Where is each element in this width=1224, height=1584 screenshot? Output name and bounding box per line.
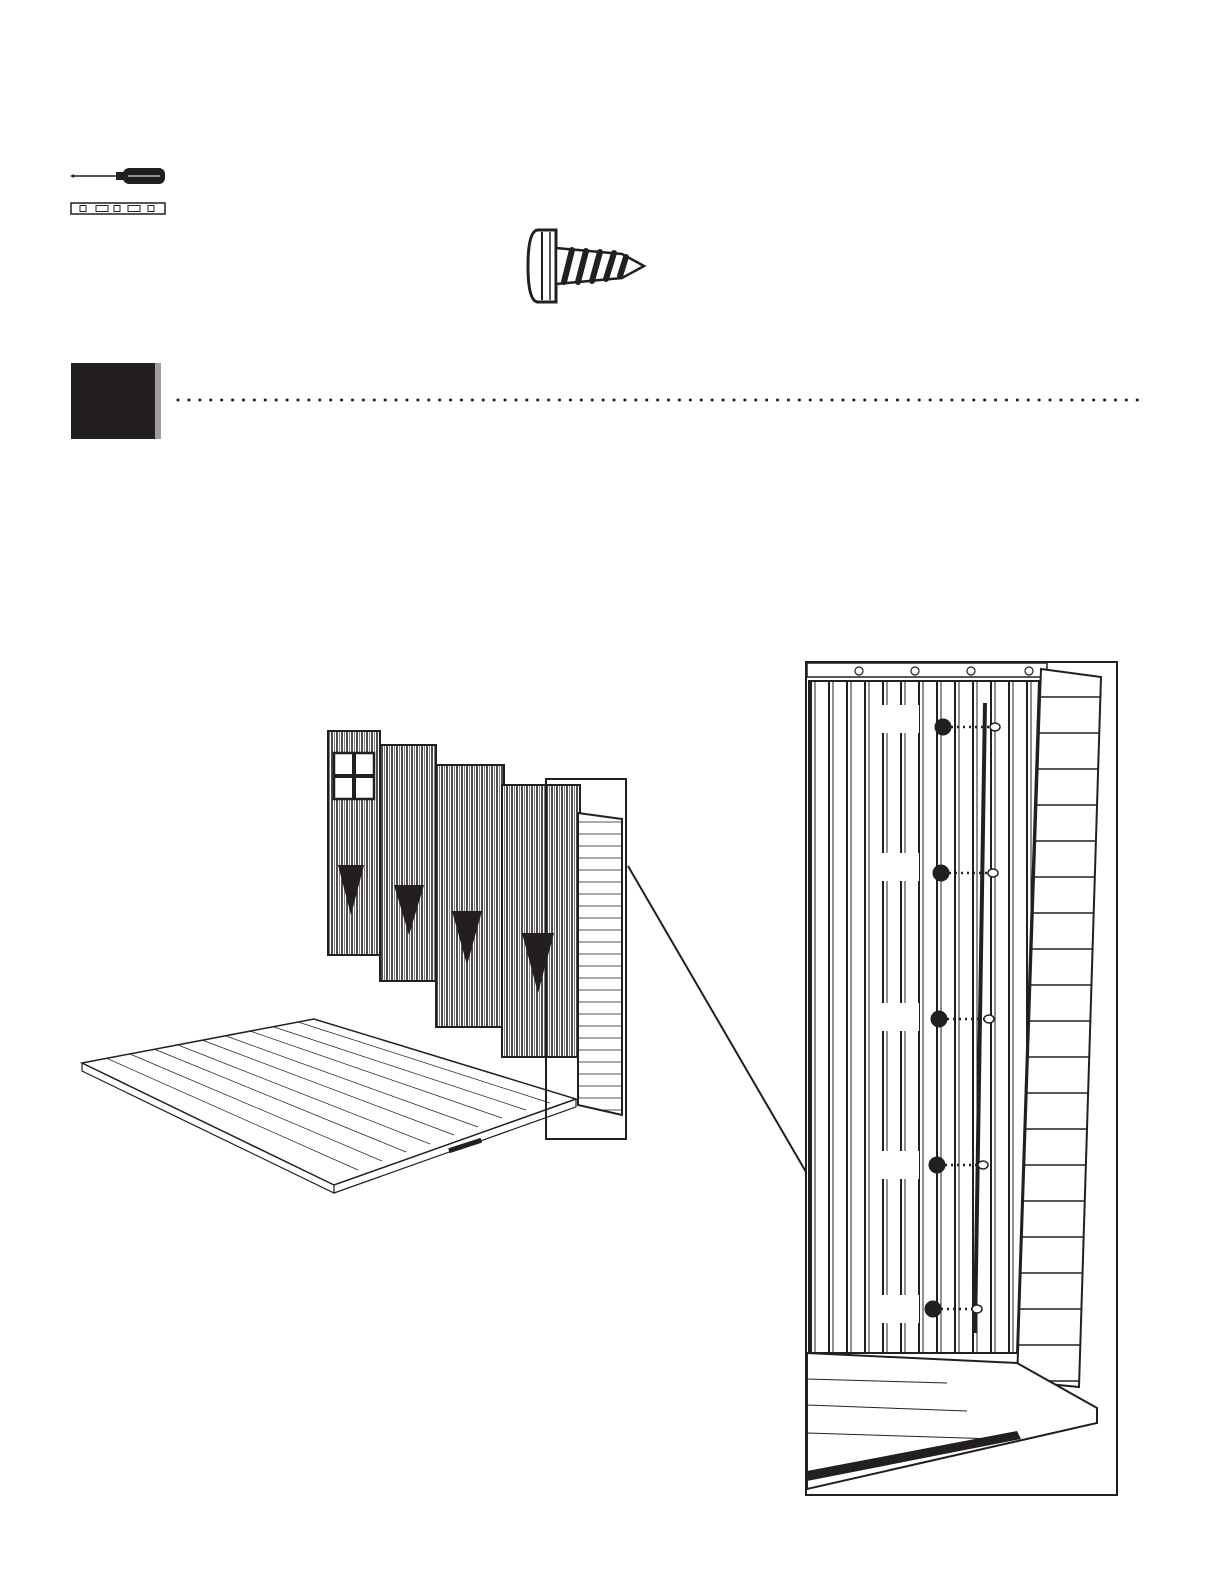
step-marker <box>71 363 159 439</box>
assembly-illustration <box>76 715 636 1195</box>
level-icon <box>71 203 165 214</box>
step-marker-shadow <box>155 363 161 439</box>
wall-panel <box>436 765 504 1027</box>
screwdriver-icon <box>70 168 165 184</box>
detail-callout-line <box>620 860 820 1180</box>
wall-panel <box>502 785 580 1057</box>
detail-wall-panel <box>809 681 1039 1353</box>
wall-panel-window <box>328 731 380 955</box>
tools-required <box>68 160 178 220</box>
step-number <box>71 363 155 439</box>
step-divider <box>176 393 1146 405</box>
screw-icon <box>522 226 652 306</box>
wall-panel <box>380 745 436 981</box>
corner-siding-panel <box>578 813 622 1115</box>
detail-inset <box>805 661 1118 1496</box>
